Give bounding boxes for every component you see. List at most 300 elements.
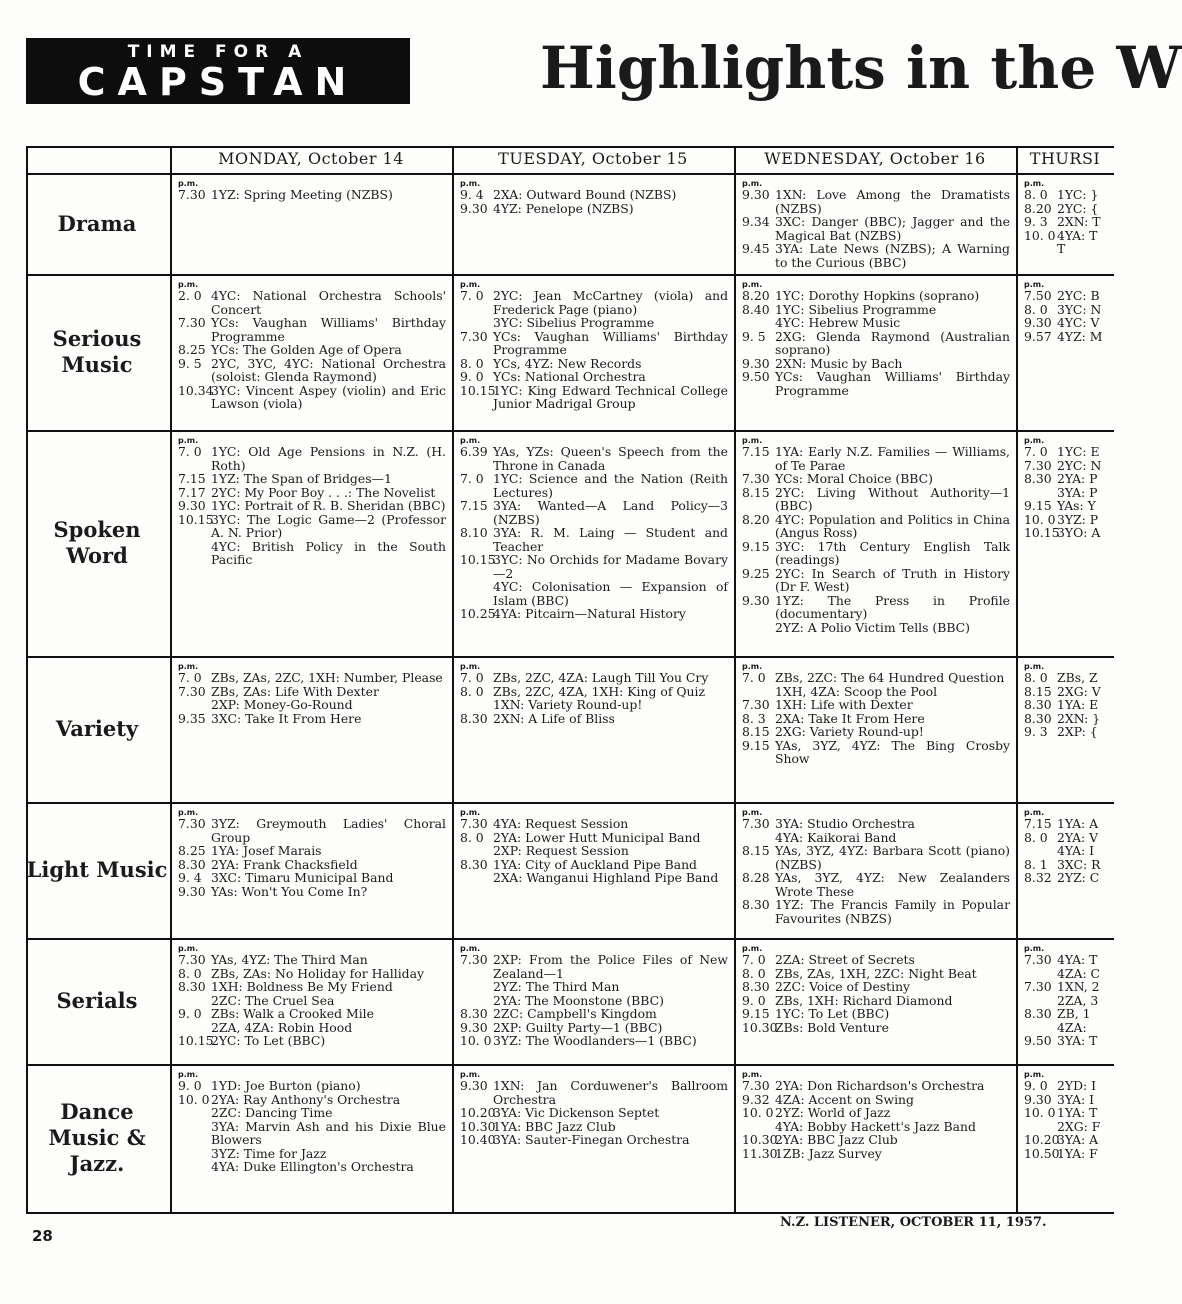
entry-text: 2XG: F: [1057, 1118, 1101, 1134]
entry-text: 3YC: Sibelius Programme: [493, 315, 655, 330]
programme-entry: [178, 384, 446, 411]
entry-text: 2YC: In Search of Truth in History (Dr F. West): [775, 565, 1010, 594]
entry-time: 9.30: [742, 187, 770, 202]
entry-text: 2YC: To Let (BBC): [211, 1033, 326, 1048]
entry-time: 8.15: [742, 484, 770, 500]
pm-marker: p.m.: [178, 1070, 199, 1079]
entry-time: 9. 3: [1024, 214, 1048, 229]
programme-entry: [1024, 858, 1108, 872]
entry-text: 2YC: Jean McCartney (viola) and Frederick Page (piano): [493, 288, 728, 317]
entry-text: 2YA: V: [1057, 829, 1099, 845]
programme-entry: [1024, 967, 1108, 981]
entry-text: ZBs, 2ZC: The 64 Hundred Question: [775, 670, 1005, 685]
column-rule: [1016, 146, 1018, 1212]
programme-entry: [178, 343, 446, 357]
entry-text: 1XN, 2: [1057, 979, 1100, 994]
entry-text: 1YC: Science and the Nation (Reith Lectures): [493, 471, 728, 500]
programme-entry: [1024, 188, 1108, 202]
entry-time: 8.20: [742, 511, 770, 527]
programme-entry: [742, 967, 1010, 981]
category-label: Variety: [55, 716, 139, 741]
entry-time: 10. 0: [1024, 1105, 1056, 1120]
programme-entry: [178, 967, 446, 981]
pm-marker: p.m.: [1024, 1070, 1045, 1079]
entry-text: 4YA: Pitcairn—Natural History: [493, 606, 686, 621]
programme-cell: [742, 1070, 1010, 1210]
entry-text: ZBs, 2ZC, 4ZA, 1XH: King of Quiz: [493, 683, 705, 699]
programme-entry: [1024, 712, 1108, 726]
entry-time: 10.15: [178, 511, 214, 527]
entry-time: 9. 4: [460, 187, 484, 202]
pm-marker: p.m.: [742, 280, 763, 289]
entry-time: 7. 0: [742, 952, 766, 967]
programme-entry: [460, 1120, 728, 1134]
page-headline: Highlights in the W: [540, 34, 1182, 102]
entry-time: 9. 0: [742, 992, 766, 1008]
programme-entry: [1024, 1007, 1108, 1021]
programme-entry: [1024, 242, 1108, 256]
programme-entry: [178, 472, 446, 486]
programme-cell: [742, 280, 1010, 428]
entry-text: 3YO: A: [1057, 525, 1101, 540]
entry-time: 10.50: [1024, 1145, 1060, 1161]
programme-entry: [178, 698, 446, 712]
entry-text: YCs: Moral Choice (BBC): [775, 471, 933, 486]
publication-footer: N.Z. LISTENER, OCTOBER 11, 1957.: [780, 1215, 1047, 1230]
entry-time: 10.15: [460, 382, 496, 398]
programme-entry: [460, 445, 728, 472]
entry-text: 3YZ: Time for Jazz: [211, 1145, 327, 1161]
entry-time: 9.30: [460, 1078, 488, 1093]
entry-text: 2XG: Glenda Raymond (Australian soprano): [775, 328, 1010, 357]
entry-time: [1024, 1021, 1057, 1035]
programme-entry: [178, 540, 446, 567]
programme-cell: [742, 662, 1010, 800]
programme-entry: [460, 831, 728, 845]
row-rule: [26, 173, 1114, 175]
entry-text: 1YZ: Spring Meeting (NZBS): [211, 187, 393, 202]
entry-text: 3YA: Marvin Ash and his Dixie Blue Blowers: [211, 1118, 446, 1147]
programme-cell: [178, 1070, 446, 1210]
entry-text: 1YC: Dorothy Hopkins (soprano): [775, 288, 980, 303]
entry-time: 7.30: [178, 187, 206, 202]
programme-entry: [742, 567, 1010, 594]
entry-text: YCs: Vaughan Williams' Birthday Programme: [211, 315, 446, 344]
badge-brand: CAPSTAN: [77, 60, 359, 104]
entry-text: 2XN: }: [1057, 710, 1101, 726]
entry-time: 10.34: [178, 382, 214, 398]
entry-time: [1024, 967, 1057, 981]
pm-marker: p.m.: [178, 808, 199, 817]
entry-text: YCs: The Golden Age of Opera: [211, 342, 402, 357]
programme-cell: [178, 179, 446, 272]
entry-text: 2XP: {: [1057, 724, 1098, 739]
entry-text: 2YC, 3YC, 4YC: National Orchestra (soloist: Glenda Raymond): [211, 355, 446, 384]
programme-entry: [460, 607, 728, 621]
entry-time: [460, 698, 493, 712]
entry-time: 9.32: [742, 1091, 770, 1107]
entry-time: [178, 1120, 211, 1147]
entry-time: 10. 0: [460, 1033, 492, 1048]
programme-entry: [178, 1034, 446, 1048]
entry-time: 8.30: [1024, 471, 1052, 486]
entry-text: 2YA: The Moonstone (BBC): [493, 992, 664, 1008]
entry-text: 4YC: V: [1057, 315, 1100, 330]
programme-entry: [460, 685, 728, 699]
programme-entry: [460, 1034, 728, 1048]
entry-text: 2XA: Take It From Here: [775, 710, 925, 726]
entry-time: 7.30: [742, 816, 770, 831]
programme-entry: [460, 553, 728, 580]
programme-cell: [460, 662, 728, 800]
entry-text: YCs: Vaughan Williams' Birthday Programme: [775, 369, 1010, 398]
programme-entry: [178, 844, 446, 858]
programme-cell: [178, 662, 446, 800]
entry-time: 9.30: [1024, 315, 1052, 330]
entry-time: 9. 0: [178, 1078, 202, 1093]
programme-entry: [1024, 303, 1108, 317]
pm-marker: p.m.: [1024, 179, 1045, 188]
entry-time: 8.30: [178, 856, 206, 872]
programme-cell: [742, 179, 1010, 272]
category-label: Serials: [56, 988, 138, 1013]
entry-time: [460, 580, 493, 607]
entry-time: [460, 994, 493, 1008]
pm-marker: p.m.: [460, 179, 481, 188]
entry-time: 7.30: [1024, 979, 1052, 994]
entry-time: 10.15: [460, 552, 496, 567]
programme-entry: [742, 621, 1010, 635]
entry-text: 2YC: My Poor Boy . . .: The Novelist: [211, 484, 436, 500]
entry-time: 9.30: [460, 200, 488, 216]
entry-text: 1YA: Early N.Z. Families — Williams, of Te Parae: [775, 444, 1010, 473]
entry-text: 2YC: N: [1057, 457, 1102, 473]
entry-time: 8. 0: [1024, 187, 1048, 202]
programme-entry: [742, 1133, 1010, 1147]
entry-time: 7.15: [460, 498, 488, 513]
entry-text: 2ZC: Dancing Time: [211, 1105, 333, 1120]
entry-text: 1YZ: The Span of Bridges—1: [211, 471, 392, 486]
entry-text: 3YA: A: [1057, 1132, 1099, 1147]
entry-time: 10.20: [460, 1105, 496, 1120]
entry-time: 8. 0: [460, 355, 484, 371]
entry-time: 6.39: [460, 444, 488, 459]
day-header: WEDNESDAY, October 16: [764, 149, 986, 168]
programme-entry: [460, 384, 728, 411]
entry-text: 3YZ: Greymouth Ladies' Choral Group: [211, 816, 446, 845]
programme-cell: [1024, 1070, 1108, 1210]
programme-entry: [1024, 994, 1108, 1008]
entry-text: YAs: Y: [1057, 498, 1096, 513]
programme-entry: [1024, 671, 1108, 685]
day-header: THURSI: [1029, 149, 1101, 168]
programme-entry: [742, 472, 1010, 486]
entry-text: 2YA: Lower Hutt Municipal Band: [493, 829, 701, 845]
entry-time: [178, 1160, 211, 1174]
entry-time: 7. 0: [1024, 444, 1048, 459]
entry-text: 3XC: R: [1057, 856, 1101, 872]
programme-entry: [1024, 725, 1108, 739]
entry-text: YAs, 3YZ, 4YZ: Barbara Scott (piano) (NZBS): [775, 843, 1010, 872]
programme-entry: [1024, 1133, 1108, 1147]
programme-entry: [1024, 215, 1108, 229]
entry-time: 9.34: [742, 214, 770, 229]
entry-time: 7.30: [460, 816, 488, 831]
entry-time: 10.15: [1024, 525, 1060, 540]
entry-text: 3YC: 17th Century English Talk (readings): [775, 538, 1010, 567]
entry-text: 2YC: Living Without Authority—1 (BBC): [775, 484, 1010, 513]
entry-time: [460, 980, 493, 994]
programme-entry: [460, 580, 728, 607]
entry-time: 11.30: [742, 1145, 778, 1161]
entry-time: 9.35: [178, 710, 206, 726]
row-rule: [26, 430, 1114, 432]
entry-time: 7.30: [742, 697, 770, 712]
programme-entry: [178, 357, 446, 384]
programme-entry: [460, 712, 728, 726]
entry-text: 2ZA, 3: [1057, 992, 1099, 1008]
programme-entry: [460, 698, 728, 712]
programme-entry: [178, 1079, 446, 1093]
programme-entry: [1024, 1034, 1108, 1048]
entry-time: 9.15: [742, 538, 770, 554]
pm-marker: p.m.: [178, 436, 199, 445]
pm-marker: p.m.: [1024, 944, 1045, 953]
programme-entry: [742, 188, 1010, 215]
entry-time: 7.30: [178, 315, 206, 330]
entry-text: 2YA: Frank Chacksfield: [211, 856, 358, 872]
programme-entry: [742, 303, 1010, 317]
badge-line-1: TIME FOR A: [127, 42, 309, 62]
programme-entry: [1024, 289, 1108, 303]
entry-time: 7.30: [1024, 952, 1052, 967]
entry-time: 8.30: [1024, 710, 1052, 726]
entry-text: YCs: Vaughan Williams' Birthday Programme: [493, 328, 728, 357]
entry-text: ZBs, ZAs: No Holiday for Halliday: [211, 965, 424, 981]
entry-time: 9.30: [178, 498, 206, 513]
pm-marker: p.m.: [742, 944, 763, 953]
entry-text: 3YZ: P: [1057, 511, 1099, 527]
programme-entry: [178, 858, 446, 872]
programme-entry: [742, 671, 1010, 685]
entry-text: 4YC: Population and Politics in China (Angus Ross): [775, 511, 1010, 540]
entry-time: [178, 1147, 211, 1161]
programme-entry: [742, 1120, 1010, 1134]
entry-time: 8.20: [742, 288, 770, 303]
entry-time: 7.15: [742, 444, 770, 459]
entry-time: 9.50: [1024, 1033, 1052, 1048]
entry-time: [460, 844, 493, 858]
programme-entry: [178, 499, 446, 513]
entry-text: 3YA: Late News (NZBS); A Warning to the Curious (BBC): [775, 241, 1010, 270]
entry-text: 3YC: N: [1057, 301, 1102, 317]
entry-time: 8. 0: [460, 829, 484, 845]
programme-entry: [1024, 316, 1108, 330]
entry-time: 8. 0: [460, 683, 484, 699]
programme-entry: [742, 289, 1010, 303]
entry-text: 2XN: T: [1057, 214, 1101, 229]
pm-marker: p.m.: [460, 662, 481, 671]
entry-time: 9. 5: [742, 328, 766, 344]
entry-text: 1YC: To Let (BBC): [775, 1006, 890, 1021]
programme-entry: [1024, 513, 1108, 527]
entry-time: 9.15: [742, 1006, 770, 1021]
entry-text: 2XN: Music by Bach: [775, 355, 903, 371]
entry-time: 8.15: [742, 724, 770, 739]
programme-entry: [742, 712, 1010, 726]
entry-time: 7.15: [178, 471, 206, 486]
category-label: Serious Music: [52, 326, 142, 377]
pm-marker: p.m.: [1024, 436, 1045, 445]
day-header: TUESDAY, October 15: [498, 149, 688, 168]
programme-entry: [742, 330, 1010, 357]
programme-entry: [178, 1106, 446, 1120]
programme-entry: [178, 486, 446, 500]
programme-entry: [1024, 459, 1108, 473]
programme-entry: [1024, 499, 1108, 513]
pm-marker: p.m.: [178, 662, 199, 671]
entry-time: 9.15: [742, 737, 770, 753]
entry-text: 1YA: F: [1057, 1145, 1098, 1161]
programme-entry: [1024, 685, 1108, 699]
entry-text: 4YZ: M: [1057, 328, 1103, 344]
entry-time: 9.30: [742, 355, 770, 371]
entry-time: 8.15: [742, 843, 770, 858]
entry-time: [178, 540, 211, 567]
programme-entry: [1024, 486, 1108, 500]
entry-time: 8. 1: [1024, 856, 1048, 872]
entry-text: 4YA: Duke Ellington's Orchestra: [211, 1159, 414, 1174]
entry-text: 2XP: Money-Go-Round: [211, 697, 353, 712]
entry-text: 1YA: Josef Marais: [211, 843, 322, 858]
pm-marker: p.m.: [460, 280, 481, 289]
entry-text: 3XC: Danger (BBC); Jagger and the Magical Bat (NZBS): [775, 214, 1010, 243]
entry-text: 1YC: Old Age Pensions in N.Z. (H. Roth): [211, 444, 446, 473]
programme-entry: [742, 698, 1010, 712]
programme-cell: [460, 436, 728, 654]
entry-time: [1024, 242, 1057, 256]
programme-entry: [742, 316, 1010, 330]
programme-entry: [742, 486, 1010, 513]
entry-time: 8.30: [460, 856, 488, 872]
entry-text: 3YZ: The Woodlanders—1 (BBC): [493, 1033, 697, 1048]
programme-entry: [460, 671, 728, 685]
entry-text: 2YA: BBC Jazz Club: [775, 1132, 898, 1147]
entry-time: 7. 0: [460, 471, 484, 486]
pm-marker: p.m.: [1024, 808, 1045, 817]
programme-entry: [178, 980, 446, 994]
entry-text: 1YC: Sibelius Programme: [775, 301, 937, 317]
entry-time: [460, 316, 493, 330]
programme-entry: [1024, 445, 1108, 459]
pm-marker: p.m.: [1024, 280, 1045, 289]
entry-text: 2XP: From the Police Files of New Zealand—1: [493, 952, 728, 981]
entry-time: 9.30: [1024, 1091, 1052, 1107]
entry-text: 4ZA: C: [1057, 965, 1101, 981]
entry-text: 4YC: British Policy in the South Pacific: [211, 538, 446, 567]
programme-entry: [742, 898, 1010, 925]
entry-text: 4YA: T: [1057, 952, 1098, 967]
entry-time: 2. 0: [178, 288, 202, 303]
entry-time: 8.25: [178, 843, 206, 858]
entry-time: 7. 0: [460, 670, 484, 685]
programme-cell: [178, 944, 446, 1062]
programme-entry: [460, 980, 728, 994]
entry-time: 8.25: [178, 342, 206, 357]
programme-entry: [178, 1120, 446, 1147]
pm-marker: p.m.: [742, 808, 763, 817]
programme-entry: [460, 472, 728, 499]
entry-time: [742, 621, 775, 635]
pm-marker: p.m.: [742, 662, 763, 671]
entry-text: ZBs: Walk a Crooked Mile: [211, 1006, 374, 1021]
entry-time: [742, 831, 775, 845]
entry-time: 8. 0: [1024, 670, 1048, 685]
entry-text: 1XN: Love Among the Dramatists (NZBS): [775, 187, 1010, 216]
entry-text: 1YA: City of Auckland Pipe Band: [493, 856, 697, 872]
entry-time: [178, 1021, 211, 1035]
entry-text: 4YC: National Orchestra Schools' Concert: [211, 288, 446, 317]
entry-text: 3YA: Vic Dickenson Septet: [493, 1105, 660, 1120]
entry-text: 1XH, 4ZA: Scoop the Pool: [775, 683, 938, 699]
entry-text: 1YC: }: [1057, 187, 1099, 202]
programme-entry: [460, 330, 728, 357]
programme-entry: [178, 685, 446, 699]
entry-text: 3YC: Vincent Aspey (violin) and Eric Lawson (viola): [211, 382, 446, 411]
programme-entry: [1024, 844, 1108, 858]
programme-entry: [1024, 1120, 1108, 1134]
entry-text: 2XA: Outward Bound (NZBS): [493, 187, 677, 202]
entry-time: 7.30: [178, 816, 206, 831]
entry-text: 4ZA: Accent on Swing: [775, 1091, 914, 1107]
entry-text: 1YC: Portrait of R. B. Sheridan (BBC): [211, 498, 446, 513]
programme-grid: [26, 146, 1114, 1212]
programme-entry: [1024, 1093, 1108, 1107]
programme-entry: [178, 1007, 446, 1021]
programme-entry: [1024, 472, 1108, 486]
programme-entry: [460, 526, 728, 553]
pm-marker: p.m.: [178, 179, 199, 188]
entry-time: 8.10: [460, 525, 488, 540]
programme-entry: [460, 994, 728, 1008]
entry-text: 3YC: No Orchids for Madame Bovary—2: [493, 552, 728, 581]
entry-text: 2YC: B: [1057, 288, 1100, 303]
entry-text: ZB, 1: [1057, 1006, 1091, 1021]
programme-entry: [178, 871, 446, 885]
programme-entry: [460, 289, 728, 316]
entry-text: 2XG: V: [1057, 683, 1101, 699]
programme-cell: [460, 280, 728, 428]
entry-time: 8.15: [1024, 683, 1052, 699]
entry-time: [1024, 844, 1057, 858]
entry-time: 7.50: [1024, 288, 1052, 303]
entry-text: ZBs: Bold Venture: [775, 1019, 889, 1035]
programme-entry: [742, 370, 1010, 397]
entry-time: 8.30: [178, 979, 206, 994]
programme-cell: [178, 436, 446, 654]
category-label: Spoken Word: [53, 517, 141, 568]
programme-entry: [1024, 831, 1108, 845]
entry-text: 4YC: Hebrew Music: [775, 315, 901, 330]
entry-text: 1YZ: The Francis Family in Popular Favourites (NBZS): [775, 897, 1010, 926]
entry-text: 2XN: A Life of Bliss: [493, 710, 615, 726]
column-rule: [452, 146, 454, 1212]
programme-entry: [460, 370, 728, 384]
programme-entry: [460, 858, 728, 872]
entry-time: 8.30: [1024, 697, 1052, 712]
programme-entry: [178, 513, 446, 540]
entry-time: 9.30: [460, 1019, 488, 1035]
